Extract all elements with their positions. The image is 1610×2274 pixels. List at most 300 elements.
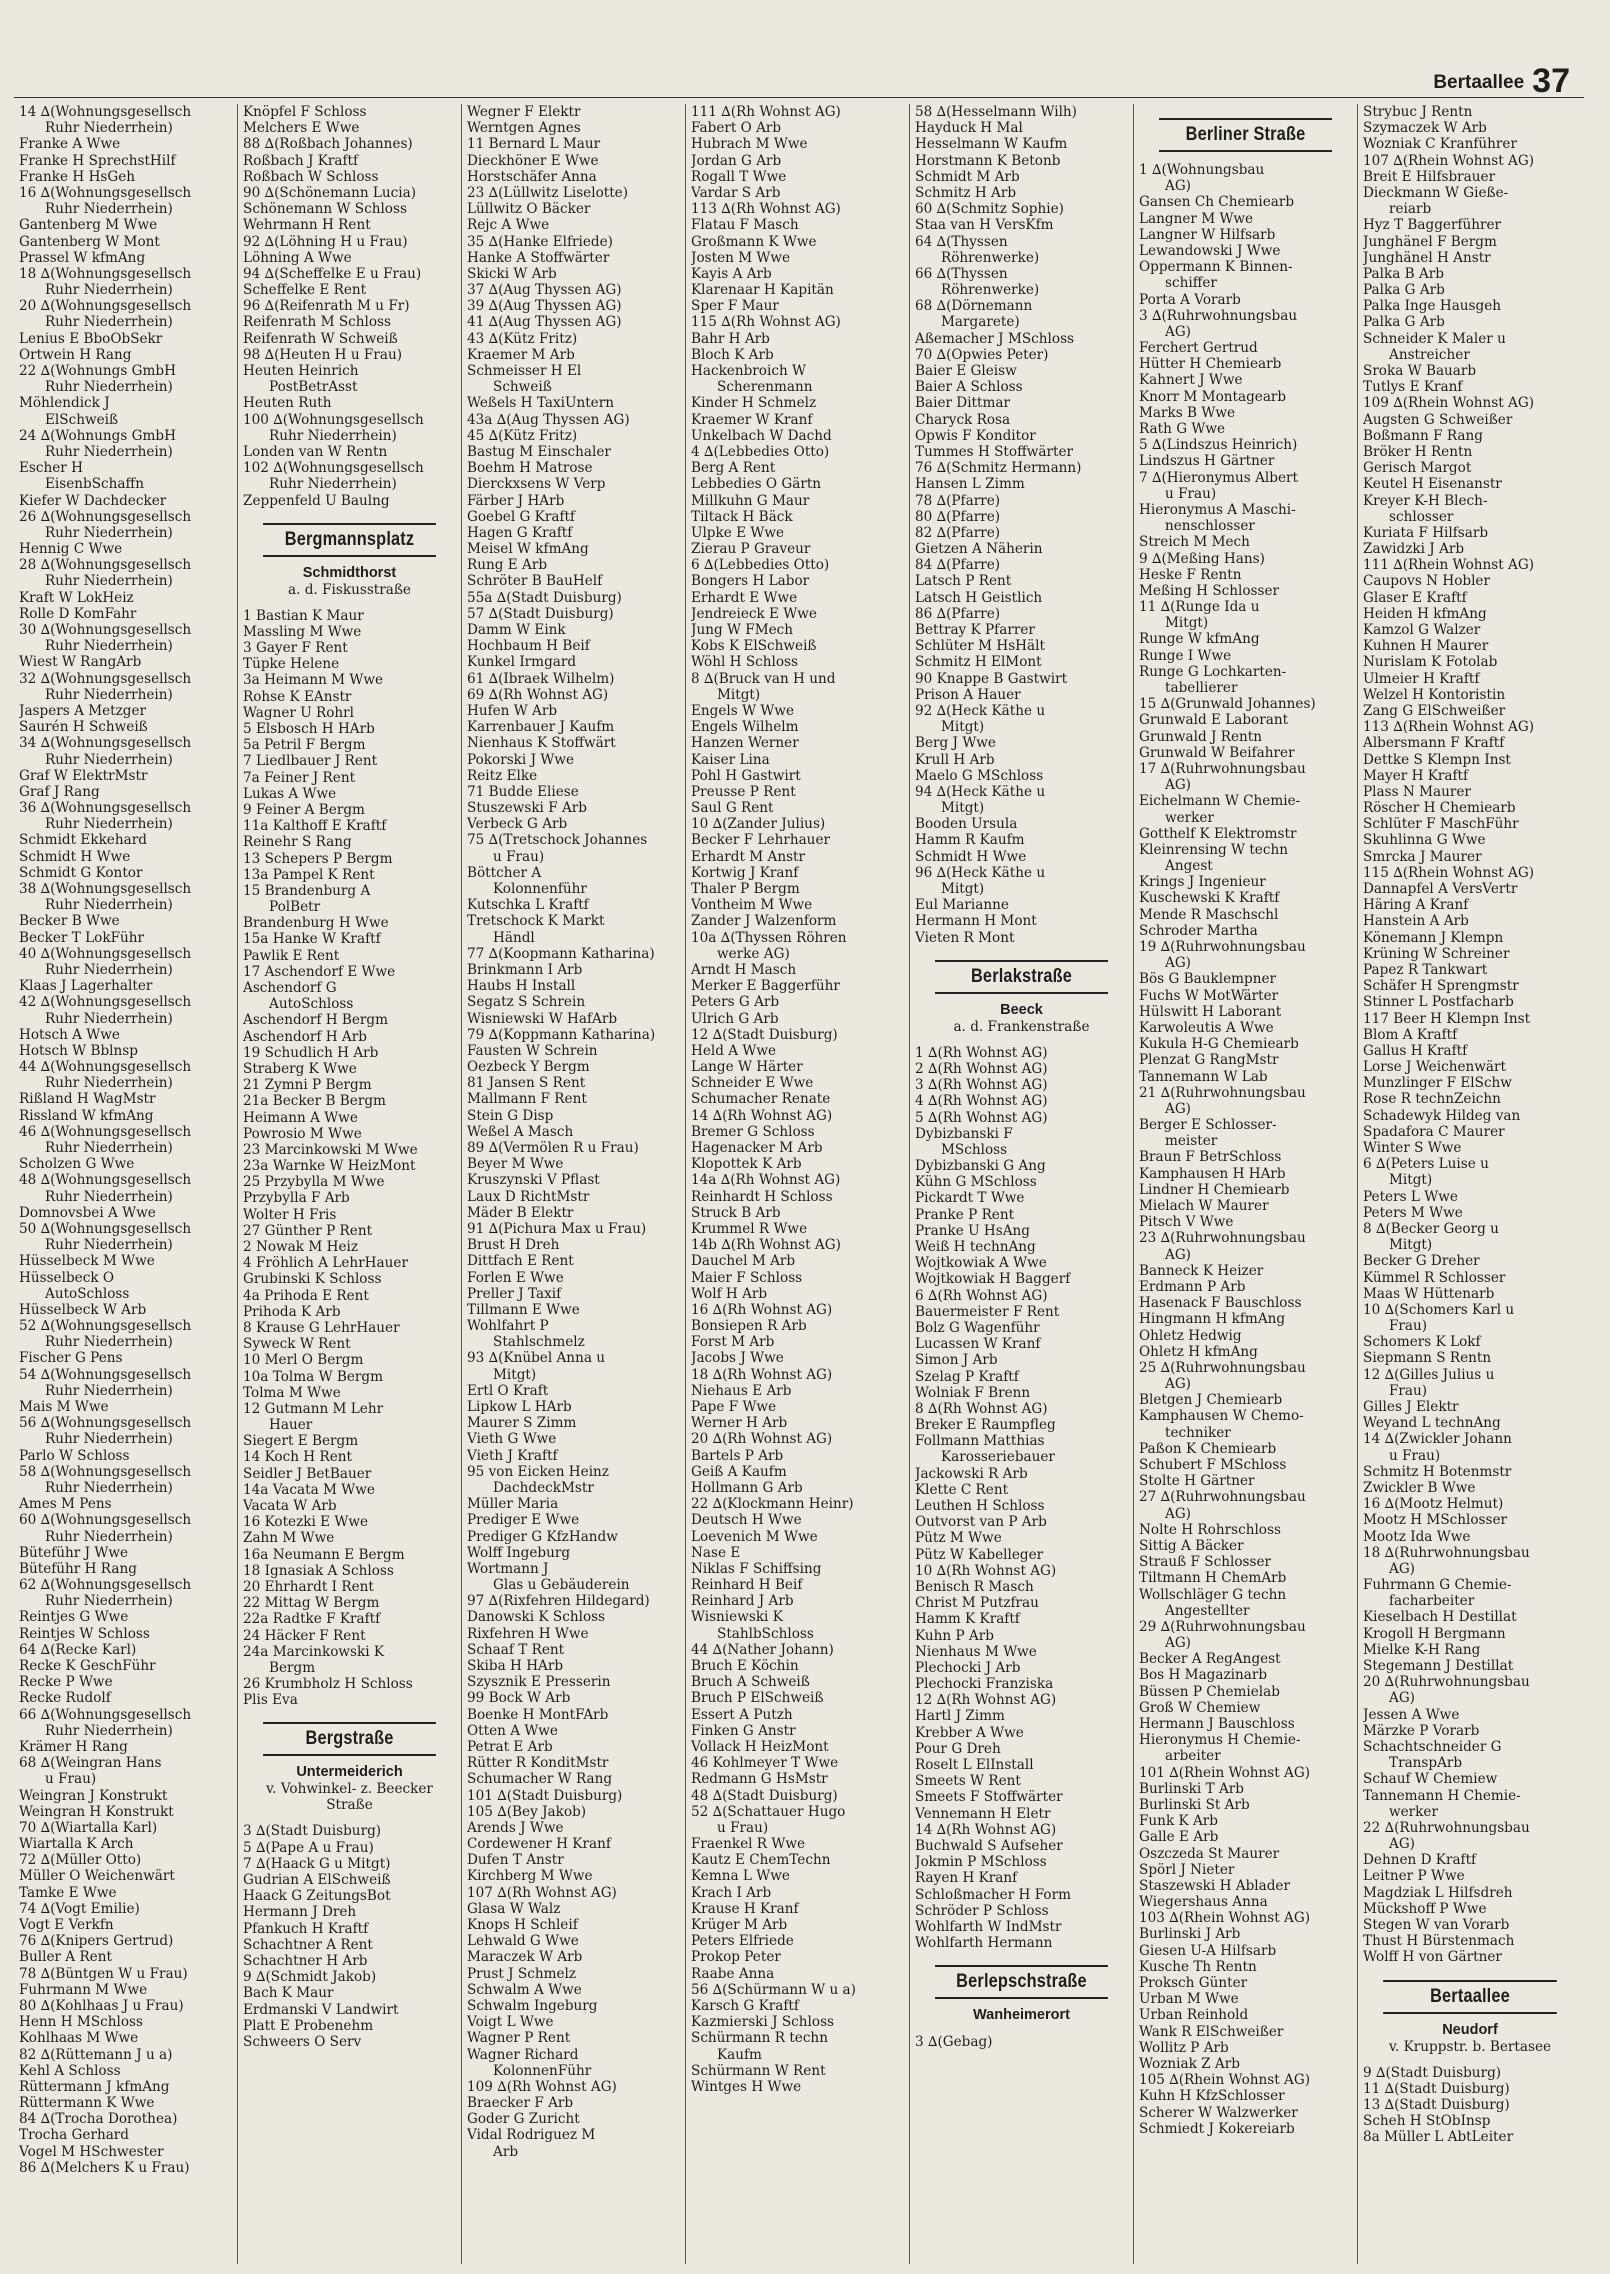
directory-entry: Aschendorf G xyxy=(243,980,337,996)
directory-entry: 101 ∆(Stadt Duisburg) xyxy=(467,1787,623,1804)
directory-entry: Hasenack F Bauschloss xyxy=(1139,1295,1302,1312)
directory-entry: Horstschäfer Anna xyxy=(467,168,597,185)
directory-entry: Proksch Günter xyxy=(1139,1975,1248,1991)
directory-entry: Vollack H HeizMont xyxy=(691,1738,829,1755)
directory-entry: Grunwald W Beifahrer xyxy=(1139,744,1295,761)
directory-entry: Jaspers A Metzger xyxy=(19,702,147,719)
directory-entry: Werner H Arb xyxy=(691,1415,788,1432)
directory-entry: Jokmin P MSchloss xyxy=(915,1854,1047,1871)
entry-continuation: MSchloss xyxy=(941,1141,1008,1158)
directory-entry: Rolle D KomFahr xyxy=(19,605,137,622)
directory-entry: 22a Radtke F Kraftf xyxy=(243,1611,381,1628)
directory-entry: Brinkmann I Arb xyxy=(467,961,583,978)
entry-continuation: nenschlosser xyxy=(1165,518,1255,535)
directory-column xyxy=(686,104,910,2264)
entry-continuation: Ruhr Niederrhein) xyxy=(45,524,173,541)
directory-entry: Saurén H Schweiß xyxy=(19,719,148,736)
header-rule xyxy=(14,97,1584,98)
directory-entry: Graf J Rang xyxy=(19,783,100,800)
directory-entry: Becker A RegAngest xyxy=(1139,1651,1281,1668)
directory-entry: Siegert E Bergm xyxy=(243,1433,359,1450)
directory-entry: Raabe Anna xyxy=(691,1965,775,1982)
directory-entry: 16 ∆(Mootz Helmut) xyxy=(1363,1496,1504,1513)
directory-entry: Wank R ElSchweißer xyxy=(1139,2023,1284,2040)
directory-entry: 18 ∆(Wohnungsgesellsch xyxy=(19,265,192,282)
directory-entry: Reitz Elke xyxy=(467,767,538,784)
directory-entry: 81 Jansen S Rent xyxy=(467,1075,586,1092)
directory-entry: Kieselbach H Destillat xyxy=(1363,1609,1517,1626)
directory-entry: Vennemann H Eletr xyxy=(915,1805,1051,1822)
directory-entry: Schmitz H ElMont xyxy=(915,654,1042,671)
directory-entry: Werntgen Agnes xyxy=(467,120,581,137)
entry-continuation: Mitgt) xyxy=(1165,615,1209,632)
directory-entry: Outvorst van P Arb xyxy=(915,1514,1047,1531)
directory-entry: 96 ∆(Reifenrath M u Fr) xyxy=(243,298,410,315)
directory-entry: Wojtkowiak H Baggerf xyxy=(915,1271,1071,1288)
directory-entry: Schröder P Schloss xyxy=(915,1902,1049,1919)
entry-continuation: Ruhr Niederrhein) xyxy=(45,443,173,460)
directory-entry: Dannapfel A VersVertr xyxy=(1363,881,1518,897)
directory-entry: Wöhl H Schloss xyxy=(691,654,798,671)
street-section xyxy=(915,1965,1128,2024)
directory-entry: Hanstein A Arb xyxy=(1363,913,1469,930)
directory-entry: 48 ∆(Wohnungsgesellsch xyxy=(19,1172,192,1189)
directory-entry: 21 ∆(Ruhrwohnungsbau xyxy=(1139,1084,1306,1101)
directory-entry: Recke K GeschFühr xyxy=(19,1658,156,1674)
entry-continuation: Karosseriebauer xyxy=(941,1449,1055,1466)
directory-entry: 100 ∆(Wohnungsgesellsch xyxy=(243,411,424,428)
directory-entry: 43 ∆(Kütz Fritz) xyxy=(467,330,578,347)
directory-entry: Staszewski H Ablader xyxy=(1139,1877,1290,1894)
directory-entry: Syweck W Rent xyxy=(243,1336,351,1353)
directory-entry: Ohletz Hedwig xyxy=(1139,1327,1242,1344)
directory-entry: Weingran H Konstrukt xyxy=(19,1803,174,1820)
directory-entry: 90 Knappe B Gastwirt xyxy=(915,670,1068,687)
directory-entry: Massling M Wwe xyxy=(243,623,362,640)
directory-entry: Galle E Arb xyxy=(1139,1829,1219,1846)
entry-continuation: werker xyxy=(1389,1803,1438,1820)
directory-entry: Karsch G Kraftf xyxy=(691,1997,799,2014)
directory-entry: 19 ∆(Ruhrwohnungsbau xyxy=(1139,939,1306,955)
directory-entry: Aschendorf H Arb xyxy=(243,1028,367,1045)
entry-continuation: arbeiter xyxy=(1165,1748,1221,1765)
directory-entry: Zander J Walzenform xyxy=(691,913,837,930)
directory-entry: 8a Müller L AbtLeiter xyxy=(1363,2129,1514,2146)
directory-entry: Geiß A Kaufm xyxy=(691,1463,787,1480)
entry-continuation: AG) xyxy=(1165,1635,1191,1652)
directory-entry: Rüttermann J kfmAng xyxy=(19,2078,170,2095)
directory-entry: Glasa W Walz xyxy=(467,1900,561,1917)
directory-entry: Siepmann S Rentn xyxy=(1363,1350,1492,1367)
directory-entry: 45 ∆(Kütz Fritz) xyxy=(467,427,578,444)
directory-entry: Paßon K Chemiearb xyxy=(1139,1440,1277,1457)
entry-continuation: Arb xyxy=(493,2143,519,2160)
directory-entry: Tutlys E Kranf xyxy=(1363,379,1463,396)
directory-entry: Platt E Probenehm xyxy=(243,2017,374,2034)
directory-entry: Erdmanski V Landwirt xyxy=(243,2001,399,2018)
entry-continuation: Ruhr Niederrhein) xyxy=(45,897,173,914)
directory-entry: Pawlik E Rent xyxy=(243,947,340,964)
directory-entry: Becker T LokFühr xyxy=(19,929,145,946)
directory-entry: 68 ∆(Weingran Hans xyxy=(19,1755,162,1772)
directory-entry: 22 ∆(Wohnungs GmbH xyxy=(19,363,176,379)
directory-entry: Mielach W Maurer xyxy=(1139,1198,1269,1214)
directory-entry: Spörl J Nieter xyxy=(1139,1861,1235,1878)
directory-entry: Plechocki Franziska xyxy=(915,1676,1054,1693)
directory-entry: Färber J HArb xyxy=(467,492,565,509)
entry-continuation: Ruhr Niederrhein) xyxy=(45,1593,173,1610)
directory-entry: Buchwald S Aufseher xyxy=(915,1837,1063,1854)
directory-entry: Vieth G Wwe xyxy=(467,1431,557,1448)
directory-entry: Gantenberg M Wwe xyxy=(19,217,158,234)
directory-entry: 37 ∆(Aug Thyssen AG) xyxy=(467,282,622,299)
directory-entry: Büteführ J Wwe xyxy=(19,1544,129,1561)
page-number: 37 xyxy=(1532,62,1570,100)
directory-entry: Bos H Magazinarb xyxy=(1139,1667,1268,1684)
directory-entry: Böttcher A xyxy=(467,864,542,881)
directory-entry: Dieckmann W Gieße- xyxy=(1363,184,1509,201)
directory-entry: 94 ∆(Scheffelke E u Frau) xyxy=(243,265,422,282)
directory-entry: 20 Ehrhardt I Rent xyxy=(243,1578,374,1595)
directory-entry: Jendreieck E Wwe xyxy=(691,605,817,622)
directory-entry: 13 Schepers P Bergm xyxy=(243,850,393,867)
directory-entry: Melchers E Wwe xyxy=(243,120,360,137)
directory-entry: 107 ∆(Rh Wohnst AG) xyxy=(467,1884,617,1901)
directory-entry: 5 ∆(Pape A u Frau) xyxy=(243,1839,374,1856)
directory-entry: Kayis A Arb xyxy=(691,265,772,282)
directory-entry: Kruszynski V Pflast xyxy=(467,1172,600,1189)
directory-entry: 43a ∆(Aug Thyssen AG) xyxy=(467,411,630,428)
directory-entry: Hülswitt H Laborant xyxy=(1139,1003,1282,1020)
directory-entry: Schönemann W Schloss xyxy=(243,201,407,218)
directory-entry: Josten M Wwe xyxy=(691,249,791,266)
directory-entry: Prison A Hauer xyxy=(915,686,1021,703)
entry-continuation: techniker xyxy=(1165,1424,1231,1441)
directory-entry: 57 ∆(Stadt Duisburg) xyxy=(467,605,614,622)
directory-entry: Schäfer H Sprengmstr xyxy=(1363,978,1519,995)
directory-entry: 16a Neumann E Bergm xyxy=(243,1546,405,1563)
directory-entry: Otten A Wwe xyxy=(467,1722,558,1739)
directory-entry: 24 Häcker F Rent xyxy=(243,1627,366,1644)
directory-entry: Braecker F Arb xyxy=(467,2095,574,2112)
directory-entry: Franke H HsGeh xyxy=(19,168,136,185)
directory-entry: 91 ∆(Pichura Max u Frau) xyxy=(467,1220,647,1237)
directory-entry: Przybylla F Arb xyxy=(243,1190,350,1207)
directory-entry: Fausten W Schrein xyxy=(467,1042,598,1059)
entry-continuation: Ruhr Niederrhein) xyxy=(45,1140,173,1156)
directory-entry: 70 ∆(Opwies Peter) xyxy=(915,346,1049,363)
directory-entry: 14a ∆(Rh Wohnst AG) xyxy=(691,1172,841,1189)
entry-continuation: Mitgt) xyxy=(941,800,985,817)
directory-entry: 97 ∆(Rixfehren Hildegard) xyxy=(467,1593,650,1610)
directory-entry: Fraenkel R Wwe xyxy=(691,1836,805,1853)
directory-entry: Scholzen G Wwe xyxy=(19,1156,135,1173)
directory-entry: Hüsselbeck W Arb xyxy=(19,1301,147,1318)
directory-entry: Schroder Martha xyxy=(1139,922,1258,939)
directory-entry: Pranke P Rent xyxy=(915,1206,1015,1223)
directory-entry: Hermann J Bauschloss xyxy=(1139,1716,1295,1732)
entry-continuation: Anstreicher xyxy=(1389,346,1470,363)
directory-entry: Becker B Wwe xyxy=(19,913,120,930)
directory-entry: Finken G Anstr xyxy=(691,1722,796,1739)
directory-entry: Karrenbauer J Kaufm xyxy=(467,719,615,736)
directory-entry: Bartels P Arb xyxy=(691,1447,784,1464)
directory-entry: 64 ∆(Recke Karl) xyxy=(19,1641,137,1658)
directory-entry: 89 ∆(Vermölen R u Frau) xyxy=(467,1140,639,1156)
directory-entry: 10 ∆(Zander Julius) xyxy=(691,816,826,833)
directory-entry: Niehaus E Arb xyxy=(691,1382,792,1399)
directory-entry: Vieth J Kraftf xyxy=(467,1447,558,1464)
entry-continuation: AG) xyxy=(1165,777,1191,794)
directory-entry: 11 ∆(Stadt Duisburg) xyxy=(1363,2080,1510,2097)
street-section xyxy=(1139,118,1352,152)
directory-entry: Schubert F MSchloss xyxy=(1139,1457,1287,1473)
directory-entry: Prokop Peter xyxy=(691,1949,781,1966)
directory-entry: Hyz T Baggerführer xyxy=(1363,217,1502,234)
directory-entry: Bettray K Pfarrer xyxy=(915,622,1035,638)
directory-entry: Peters L Wwe xyxy=(1363,1188,1458,1205)
directory-entry: 48 ∆(Stadt Duisburg) xyxy=(691,1787,838,1804)
directory-entry: Hochbaum H Beif xyxy=(467,638,590,655)
directory-entry: Kirchberg M Wwe xyxy=(467,1868,593,1885)
directory-entry: 105 ∆(Bey Jakob) xyxy=(467,1803,587,1820)
directory-entry: Skuhlinna G Wwe xyxy=(1363,832,1486,849)
directory-entry: 9 ∆(Stadt Duisburg) xyxy=(1363,2064,1502,2081)
directory-entry: Klette C Rent xyxy=(915,1481,1009,1498)
entry-continuation: u Frau) xyxy=(717,1819,769,1836)
directory-entry: Nase E xyxy=(691,1544,741,1561)
directory-entry: 58 ∆(Hesselmann Wilh) xyxy=(915,104,1077,120)
directory-entry: Heimann A Wwe xyxy=(243,1109,358,1126)
directory-entry: Prust J Schmelz xyxy=(467,1965,577,1982)
directory-entry: 61 ∆(Ibraek Wilhelm) xyxy=(467,670,615,687)
directory-entry: 68 ∆(Dörnemann xyxy=(915,298,1033,315)
directory-entry: Palka G Arb xyxy=(1363,282,1445,299)
directory-entry: Zawidzki J Arb xyxy=(1363,541,1465,558)
directory-entry: 26 ∆(Wohnungsgesellsch xyxy=(19,508,192,525)
directory-entry: Rohse K EAnstr xyxy=(243,688,352,705)
directory-entry: Kamphausen H HArb xyxy=(1139,1165,1286,1182)
directory-entry: Bauermeister F Rent xyxy=(915,1303,1060,1320)
directory-entry: Straberg K Wwe xyxy=(243,1060,357,1077)
directory-entry: Aschendorf H Bergm xyxy=(243,1012,388,1029)
directory-entry: Preller J Taxif xyxy=(467,1285,562,1302)
directory-entry: Krause H Kranf xyxy=(691,1900,799,1917)
directory-entry: Hüsselbeck M Wwe xyxy=(19,1253,155,1270)
directory-entry: Bonsiepen R Arb xyxy=(691,1318,807,1335)
directory-entry: Essert A Putzh xyxy=(691,1706,793,1723)
directory-entry: Hamm K Kraftf xyxy=(915,1611,1020,1628)
directory-entry: Plenzat G RangMstr xyxy=(1139,1052,1279,1069)
entry-continuation: KolonnenFühr xyxy=(493,2062,592,2079)
directory-entry: 92 ∆(Löhning H u Frau) xyxy=(243,233,408,250)
directory-entry: Rejc A Wwe xyxy=(467,217,550,234)
directory-entry: 9 ∆(Meßing Hans) xyxy=(1139,550,1265,567)
directory-entry: 78 ∆(Pfarre) xyxy=(915,492,1001,509)
directory-entry: Weßel A Masch xyxy=(467,1123,574,1140)
directory-entry: Baier E Gleisw xyxy=(915,363,1017,379)
directory-entry: Opwis F Konditor xyxy=(915,427,1036,444)
directory-entry: Nurislam K Fotolab xyxy=(1363,654,1498,671)
directory-entry: 27 Günther P Rent xyxy=(243,1222,373,1239)
directory-entry: Erhardt E Wwe xyxy=(691,589,798,606)
directory-entry: Aßemacher J MSchloss xyxy=(915,330,1075,347)
directory-entry: Strauß F Schlosser xyxy=(1139,1554,1271,1571)
directory-entry: Weßels H TaxiUntern xyxy=(467,395,614,412)
directory-entry: 22 ∆(Klockmann Heinr) xyxy=(691,1496,854,1513)
directory-entry: Verbeck G Arb xyxy=(467,816,568,833)
directory-entry: 10 ∆(Rh Wohnst AG) xyxy=(915,1562,1057,1579)
directory-entry: Maurer S Zimm xyxy=(467,1415,577,1432)
directory-entry: Palka G Arb xyxy=(1363,314,1445,331)
directory-entry: Fuchs W MotWärter xyxy=(1139,987,1279,1004)
directory-entry: 11 ∆(Runge Ida u xyxy=(1139,599,1260,616)
directory-entry: 32 ∆(Wohnungsgesellsch xyxy=(19,670,192,687)
directory-entry: Mootz H MSchlosser xyxy=(1363,1512,1508,1529)
directory-entry: Klarenaar H Kapitän xyxy=(691,282,834,299)
directory-entry: 78 ∆(Büntgen W u Frau) xyxy=(19,1965,188,1982)
directory-entry: 18 ∆(Rh Wohnst AG) xyxy=(691,1366,833,1383)
directory-entry: 15 ∆(Grunwald Johannes) xyxy=(1139,696,1316,713)
directory-entry: Kaiser Lina xyxy=(691,751,770,768)
directory-entry: Streich M Mech xyxy=(1139,534,1250,551)
directory-entry: 90 ∆(Schönemann Lucia) xyxy=(243,184,417,201)
directory-entry: Kobs K ElSchweiß xyxy=(691,638,817,655)
directory-entry: Zang G ElSchweißer xyxy=(1363,702,1506,719)
directory-entry: 52 ∆(Schattauer Hugo xyxy=(691,1803,846,1820)
directory-entry: Hansen L Zimm xyxy=(915,476,1025,493)
directory-entry: Weyand L technAng xyxy=(1363,1415,1501,1432)
directory-entry: Smeets F Stoffwärter xyxy=(915,1789,1063,1806)
entry-continuation: meister xyxy=(1165,1133,1218,1150)
directory-entry: Vacata W Arb xyxy=(243,1498,337,1514)
directory-entry: Langner M Wwe xyxy=(1139,210,1254,227)
entry-continuation: Kolonnenführ xyxy=(493,881,587,897)
directory-entry: 10a Tolma W Bergm xyxy=(243,1368,383,1385)
directory-entry: 46 Kohlmeyer T Wwe xyxy=(691,1755,839,1772)
directory-entry: Hieronymus H Chemie- xyxy=(1139,1732,1301,1749)
directory-entry: 74 ∆(Vogt Emilie) xyxy=(19,1900,140,1917)
entry-continuation: Röhrenwerke) xyxy=(941,282,1040,299)
directory-entry: 115 ∆(Rh Wohnst AG) xyxy=(691,314,841,331)
entry-continuation: ElSchweiß xyxy=(45,411,119,428)
entry-continuation: AG) xyxy=(1165,955,1191,972)
directory-entry: Wiartalla K Arch xyxy=(19,1836,134,1853)
entry-continuation: Ruhr Niederrhein) xyxy=(269,427,397,444)
directory-entry: Niklas F Schiffsing xyxy=(691,1560,822,1577)
directory-entry: Wollitz P Arb xyxy=(1139,2039,1229,2056)
directory-entry: Hotsch W Bblnsp xyxy=(19,1042,138,1059)
directory-entry: Lucassen W Kranf xyxy=(915,1336,1041,1353)
directory-entry: Gantenberg W Mont xyxy=(19,233,160,250)
directory-entry: Burlinski St Arb xyxy=(1139,1796,1250,1813)
directory-entry: Latsch H Geistlich xyxy=(915,589,1043,606)
directory-entry: Kautz E ChemTechn xyxy=(691,1852,831,1869)
directory-entry: Jung W FMech xyxy=(691,622,794,638)
directory-entry: Heuten Ruth xyxy=(243,395,332,412)
directory-entry: Kuhn P Arb xyxy=(915,1627,994,1644)
street-heading: Bergstraße xyxy=(263,1722,436,1756)
entry-continuation: AG) xyxy=(1389,1836,1415,1853)
directory-entry: Wollschläger G techn xyxy=(1139,1586,1287,1603)
directory-entry: Wohlfarth W IndMstr xyxy=(915,1918,1062,1935)
directory-entry: 3 ∆(Gebag) xyxy=(915,2034,993,2051)
directory-entry: 12 Gutmann M Lehr xyxy=(243,1400,384,1417)
directory-entry: 105 ∆(Rhein Wohnst AG) xyxy=(1139,2072,1311,2089)
directory-entry: Stinner L Postfacharb xyxy=(1363,994,1514,1011)
page-header xyxy=(1433,52,1570,98)
directory-entry: Jordan G Arb xyxy=(691,152,782,169)
directory-entry: Urban M Wwe xyxy=(1139,1991,1239,2008)
directory-entry: 70 ∆(Wiartalla Karl) xyxy=(19,1819,158,1836)
directory-entry: 86 ∆(Pfarre) xyxy=(915,605,1001,622)
directory-entry: Sper F Maur xyxy=(691,298,779,315)
directory-entry: Krüning W Schreiner xyxy=(1363,945,1510,962)
entry-continuation: TranspArb xyxy=(1389,1755,1463,1772)
directory-entry: Prihoda K Arb xyxy=(243,1303,341,1320)
directory-entry: Palka B Arb xyxy=(1363,265,1444,282)
directory-entry: Dufen T Anstr xyxy=(467,1852,564,1869)
directory-entry: 54 ∆(Wohnungsgesellsch xyxy=(19,1366,192,1383)
directory-entry: 44 ∆(Nather Johann) xyxy=(691,1641,834,1658)
entry-continuation: Bergm xyxy=(269,1659,316,1676)
directory-entry: Bröker H Rentn xyxy=(1363,443,1473,460)
directory-entry: Magdziak L Hilfsdreh xyxy=(1363,1884,1513,1901)
street-section xyxy=(1363,1980,1577,2055)
directory-entry: Kohlhaas M Wwe xyxy=(19,2030,139,2047)
directory-entry: Blom A Kraftf xyxy=(1363,1026,1458,1043)
directory-entry: 82 ∆(Pfarre) xyxy=(915,524,1001,541)
directory-entry: Lorse J Weichenwärt xyxy=(1363,1059,1506,1076)
directory-entry: 60 ∆(Schmitz Sophie) xyxy=(915,201,1064,218)
directory-entry: 42 ∆(Wohnungsgesellsch xyxy=(19,994,192,1011)
directory-entry: Wohlfahrt P xyxy=(467,1318,549,1335)
directory-entry: Krebber A Wwe xyxy=(915,1724,1024,1741)
directory-entry: Follmann Matthias xyxy=(915,1433,1045,1450)
entry-continuation: Ruhr Niederrhein) xyxy=(45,1528,173,1545)
directory-entry: Pape F Wwe xyxy=(691,1399,777,1415)
directory-entry: Roßbach W Schloss xyxy=(243,168,379,185)
directory-entry: Kiefer W Dachdecker xyxy=(19,492,167,509)
directory-entry: Vieten R Mont xyxy=(915,929,1015,946)
directory-entry: 46 ∆(Wohnungsgesellsch xyxy=(19,1123,192,1140)
directory-entry: 17 Aschendorf E Wwe xyxy=(243,963,396,980)
entry-continuation: Ruhr Niederrhein) xyxy=(45,751,173,768)
directory-entry: 12 ∆(Stadt Duisburg) xyxy=(691,1026,838,1043)
directory-entry: Krogoll H Bergmann xyxy=(1363,1625,1506,1642)
directory-entry: 66 ∆(Thyssen xyxy=(915,265,1008,282)
directory-entry: Wiegershaus Anna xyxy=(1139,1894,1268,1911)
directory-entry: Hagen G Kraftf xyxy=(467,524,573,541)
directory-entry: Unkelbach W Dachd xyxy=(691,427,832,444)
running-head: Bertaallee xyxy=(1433,72,1525,93)
directory-entry: 16 ∆(Wohnungsgesellsch xyxy=(19,184,192,201)
directory-entry: Lebbedies O Gärtn xyxy=(691,476,822,493)
directory-entry: Gotthelf K Elektromstr xyxy=(1139,825,1297,842)
district-name: Beeck xyxy=(1000,1001,1043,1018)
directory-entry: 3 ∆(Rh Wohnst AG) xyxy=(915,1077,1048,1094)
directory-entry: 4a Prihoda E Rent xyxy=(243,1287,369,1304)
directory-entry: Grubinski K Schloss xyxy=(243,1271,382,1288)
directory-entry: Pitsch V Wwe xyxy=(1139,1214,1234,1231)
entry-continuation: tabellierer xyxy=(1165,680,1238,696)
entry-continuation: Mitgt) xyxy=(1389,1237,1433,1254)
directory-entry: Haubs H Install xyxy=(467,978,576,995)
directory-entry: Hanzen Werner xyxy=(691,735,799,752)
directory-entry: 14b ∆(Rh Wohnst AG) xyxy=(691,1237,841,1254)
directory-entry: Schumacher W Rang xyxy=(467,1771,613,1788)
directory-entry: Kleinrensing W techn xyxy=(1139,841,1288,858)
